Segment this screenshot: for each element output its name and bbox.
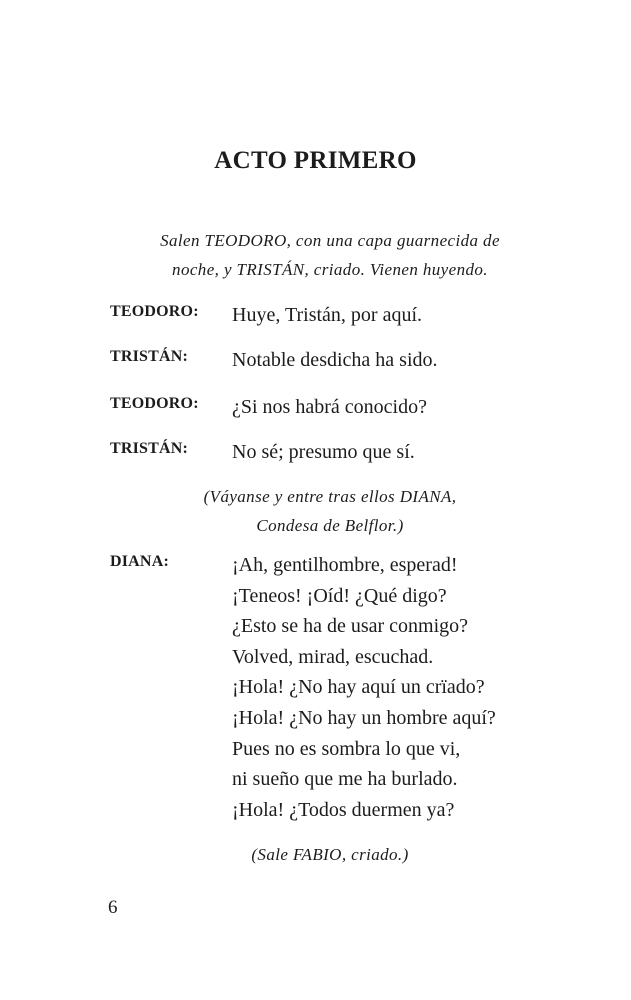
dialogue-line	[110, 392, 610, 422]
verse-line: ni sueño que me ha burlado.	[232, 768, 458, 791]
speech-text: ¿Si nos habrá conocido?	[232, 396, 427, 418]
speaker-name: TRISTÁN:	[110, 440, 189, 457]
verse-line: ¡Hola! ¿No hay un hombre aquí?	[232, 706, 496, 729]
verse-line: ¡Ah, gentilhombre, esperad!	[232, 554, 458, 576]
diana-speech	[232, 550, 496, 825]
stage-direction-line: noche, y TRISTÁN, criado. Vienen huyendo.	[172, 260, 488, 279]
verse-line: Volved, mirad, escuchad.	[232, 645, 434, 668]
stage-direction-opening	[90, 226, 570, 284]
dialogue-line	[110, 345, 610, 375]
stage-direction-line: Condesa de Belflor.)	[256, 516, 404, 535]
verse-line: ¡Hola! ¿Todos duermen ya?	[232, 798, 455, 821]
dialogue-line	[110, 437, 610, 467]
speaker-name: TEODORO:	[110, 395, 199, 412]
stage-direction-line: (Sale FABIO, criado.)	[251, 845, 409, 864]
stage-direction-line: Salen TEODORO, con una capa guarnecida de	[160, 231, 500, 250]
dialogue-line	[110, 300, 610, 330]
speaker-name: TEODORO:	[110, 303, 199, 320]
speaker-name: TRISTÁN:	[110, 348, 189, 365]
stage-direction-diana-enters	[150, 482, 510, 540]
speech-text: Huye, Tristán, por aquí.	[232, 304, 422, 326]
stage-direction-fabio-enters	[190, 840, 470, 869]
speech-text: No sé; presumo que sí.	[232, 441, 415, 463]
act-title: ACTO PRIMERO	[214, 147, 417, 174]
verse-line: ¡Teneos! ¡Oíd! ¿Qué digo?	[232, 584, 447, 607]
verse-line: ¿Esto se ha de usar conmigo?	[232, 615, 469, 638]
stage-direction-line: (Váyanse y entre tras ellos DIANA,	[203, 487, 457, 506]
verse-line: ¡Hola! ¿No hay aquí un crïado?	[232, 676, 485, 699]
speaker-name-diana: DIANA:	[110, 553, 169, 570]
page-number: 6	[108, 897, 118, 918]
speech-text: Notable desdicha ha sido.	[232, 349, 438, 371]
verse-line: Pues no es sombra lo que vi,	[232, 737, 461, 760]
